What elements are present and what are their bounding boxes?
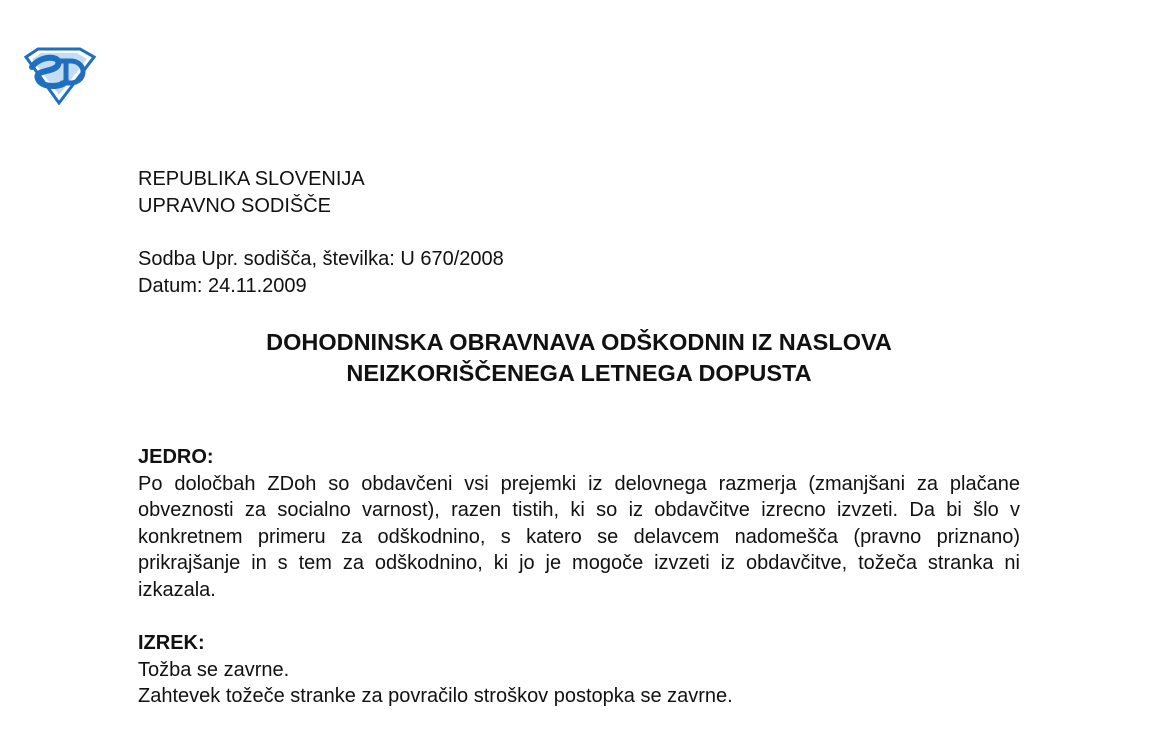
judgment-date: Datum: 24.11.2009	[138, 274, 307, 297]
document-title	[138, 327, 1020, 389]
izrek-line-1: Tožba se zavrne.	[138, 658, 290, 681]
jedro-section	[138, 444, 1020, 603]
case-number: Sodba Upr. sodišča, številka: U 670/2008	[138, 248, 504, 270]
izrek-heading: IZREK:	[138, 632, 205, 654]
title-line-2: NEIZKORIŠČENEGA LETNEGA DOPUSTA	[346, 360, 812, 386]
izrek-line-2: Zahtevek tožeče stranke za povračilo stroškov postopka se zavrne.	[138, 685, 733, 707]
title-line-1: DOHODNINSKA OBRAVNAVA ODŠKODNIN IZ NASLOVA	[266, 329, 892, 355]
izrek-section	[138, 630, 1020, 710]
court-name: UPRAVNO SODIŠČE	[138, 194, 331, 217]
jedro-text: Po določbah ZDoh so obdavčeni vsi prejemki iz delovnega razmerja (zmanjšani za plačane obveznosti za socialno varnost), razen tistih, ki so iz obdavčitve izrecno izvzeti. Da bi šlo v konkretnem primeru za odškodnino, s katero se delavcem nadomešča (pravno priznano) prikrajšanje in s tem za odškodnino, ki jo je mogoče izvzeti iz obdavčitve, tožeča stranka ni izkazala.	[138, 472, 1020, 601]
sd-logo-icon	[22, 47, 96, 105]
document-body	[138, 166, 1020, 710]
jedro-heading: JEDRO:	[138, 446, 214, 468]
country-name: REPUBLIKA SLOVENIJA	[138, 168, 365, 190]
